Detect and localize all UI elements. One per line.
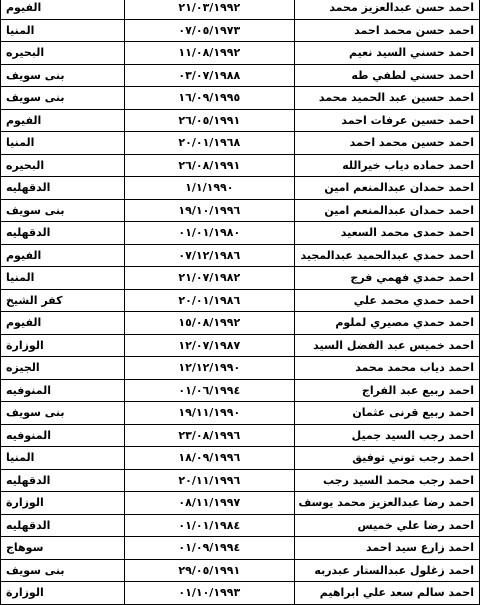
governorate-cell: الوزارة: [1, 334, 125, 357]
birth-date-cell: ٠١/٠٦/١٩٩٤: [124, 379, 294, 402]
name-cell: احمد حمدى محمد السعيد: [294, 222, 479, 245]
birth-date-cell: ١٦/٠٩/١٩٩٥: [124, 87, 294, 110]
table-row: [1, 0, 480, 19]
table-row: [1, 312, 480, 335]
governorate-cell: الدقهليه: [1, 222, 125, 245]
governorate-cell: الفيوم: [1, 244, 125, 267]
governorate-cell: المنيا: [1, 267, 125, 290]
table-row: [1, 492, 480, 515]
birth-date-cell: ١/١/١٩٩٠: [124, 177, 294, 200]
birth-date-cell: ١١/٠٨/١٩٩٢: [124, 42, 294, 65]
birth-date-cell: ٠٣/٠٧/١٩٨٨: [124, 64, 294, 87]
table-row: [1, 537, 480, 560]
governorate-cell: المنيا: [1, 447, 125, 470]
name-cell: احمد حسن محمد احمد: [294, 19, 479, 42]
birth-date-cell: ٢٩/٠٥/١٩٩١: [124, 559, 294, 582]
governorate-cell: بنى سويف: [1, 559, 125, 582]
birth-date-cell: ٠١/٠٩/١٩٩٤: [124, 537, 294, 560]
governorate-cell: الوزارة: [1, 492, 125, 515]
table-row: [1, 244, 480, 267]
table-row: [1, 514, 480, 537]
governorate-cell: المنوفيه: [1, 424, 125, 447]
name-cell: احمد سالم سعد علي ابراهيم: [294, 582, 479, 605]
governorate-cell: الدقهليه: [1, 469, 125, 492]
name-cell: احمد زغلول عبدالستار عبدربه: [294, 559, 479, 582]
birth-date-cell: ٢٠/١١/١٩٩٦: [124, 469, 294, 492]
table-row: [1, 154, 480, 177]
governorate-cell: البحيره: [1, 42, 125, 65]
birth-date-cell: ١٢/٠٧/١٩٨٧: [124, 334, 294, 357]
name-cell: احمد حمدي مصيري لملوم: [294, 312, 479, 335]
birth-date-cell: ٠١/٠١/١٩٨٤: [124, 514, 294, 537]
name-cell: احمد حمدي محمد علي: [294, 289, 479, 312]
name-cell: احمد حمدي عبدالحميد عبدالمجيد: [294, 244, 479, 267]
name-cell: احمد حسين عبد الحميد محمد: [294, 87, 479, 110]
name-cell: احمد حمدان عبدالمنعم امين: [294, 199, 479, 222]
governorate-cell: بنى سويف: [1, 402, 125, 425]
birth-date-cell: ١٨/٠٩/١٩٩٦: [124, 447, 294, 470]
table-row: [1, 87, 480, 110]
birth-date-cell: ٢٦/٠٨/١٩٩١: [124, 154, 294, 177]
table-row: [1, 334, 480, 357]
table-row: [1, 109, 480, 132]
birth-date-cell: ١٢/١٢/١٩٩٠: [124, 357, 294, 380]
table-row: [1, 379, 480, 402]
birth-date-cell: ٢٣/٠٨/١٩٩٦: [124, 424, 294, 447]
table-row: [1, 289, 480, 312]
table-row: [1, 267, 480, 290]
birth-date-cell: ٠٧/١٢/١٩٨٦: [124, 244, 294, 267]
name-cell: احمد حماده دياب خيرالله: [294, 154, 479, 177]
table-row: [1, 402, 480, 425]
table-row: [1, 469, 480, 492]
name-cell: احمد رضا عبدالعزيز محمد يوسف: [294, 492, 479, 515]
name-cell: احمد زارع سيد احمد: [294, 537, 479, 560]
birth-date-cell: ٠١/٠١/١٩٨٠: [124, 222, 294, 245]
governorate-cell: المنوفيه: [1, 379, 125, 402]
name-cell: احمد رجب توني توفيق: [294, 447, 479, 470]
birth-date-cell: ٢٦/٠٥/١٩٩١: [124, 109, 294, 132]
governorate-cell: المنيا: [1, 19, 125, 42]
governorate-cell: بنى سويف: [1, 199, 125, 222]
governorate-cell: بنى سويف: [1, 64, 125, 87]
table-row: [1, 559, 480, 582]
table-row: [1, 42, 480, 65]
governorate-cell: الفيوم: [1, 109, 125, 132]
birth-date-cell: ٢١/٠٧/١٩٨٢: [124, 267, 294, 290]
birth-date-cell: ٢١/٠٣/١٩٩٢: [124, 0, 294, 19]
table-row: [1, 132, 480, 155]
name-cell: احمد حسني السيد نعيم: [294, 42, 479, 65]
name-cell: احمد دياب محمد محمد: [294, 357, 479, 380]
birth-date-cell: ١٩/١١/١٩٩٠: [124, 402, 294, 425]
table-row: [1, 424, 480, 447]
governorate-cell: الدقهليه: [1, 514, 125, 537]
name-cell: احمد خميس عبد الفضل السيد: [294, 334, 479, 357]
table-row: [1, 357, 480, 380]
table-row: [1, 177, 480, 200]
name-cell: احمد ربيع عبد الفراج: [294, 379, 479, 402]
governorate-cell: الفيوم: [1, 312, 125, 335]
table-row: [1, 222, 480, 245]
birth-date-cell: ١٥/٠٨/١٩٩٢: [124, 312, 294, 335]
governorate-cell: الدقهليه: [1, 177, 125, 200]
name-cell: احمد حسني لطفي طه: [294, 64, 479, 87]
name-cell: احمد حسين محمد احمد: [294, 132, 479, 155]
governorate-cell: البحيره: [1, 154, 125, 177]
governorate-cell: الوزارة: [1, 582, 125, 605]
governorate-cell: الجيزه: [1, 357, 125, 380]
name-cell: احمد حسين عرفات احمد: [294, 109, 479, 132]
name-cell: احمد رضا علي خميس: [294, 514, 479, 537]
name-cell: احمد ربيع قرنى عثمان: [294, 402, 479, 425]
governorate-cell: كفر الشيخ: [1, 289, 125, 312]
table-row: [1, 64, 480, 87]
name-cell: احمد حسن عبدالعزيز محمد: [294, 0, 479, 19]
table-row: [1, 447, 480, 470]
name-cell: احمد رجب السيد جميل: [294, 424, 479, 447]
birth-date-cell: ٢٠/٠١/١٩٨٦: [124, 289, 294, 312]
birth-date-cell: ٠١/١٠/١٩٩٣: [124, 582, 294, 605]
governorate-cell: الفيوم: [1, 0, 125, 19]
table-row: [1, 199, 480, 222]
birth-date-cell: ١٩/١٠/١٩٩٦: [124, 199, 294, 222]
name-cell: احمد حمدان عبدالمنعم امين: [294, 177, 479, 200]
table-row: [1, 582, 480, 605]
table-row: [1, 19, 480, 42]
governorate-cell: سوهاج: [1, 537, 125, 560]
birth-date-cell: ٠٧/٠٥/١٩٧٣: [124, 19, 294, 42]
name-cell: احمد رجب محمد السيد رجب: [294, 469, 479, 492]
roster-table-body: [1, 0, 480, 604]
name-cell: احمد حمدي فهمي فرج: [294, 267, 479, 290]
governorate-cell: المنيا: [1, 132, 125, 155]
birth-date-cell: ٢٠/٠١/١٩٦٨: [124, 132, 294, 155]
governorate-cell: بنى سويف: [1, 87, 125, 110]
birth-date-cell: ٠٨/١١/١٩٩٧: [124, 492, 294, 515]
